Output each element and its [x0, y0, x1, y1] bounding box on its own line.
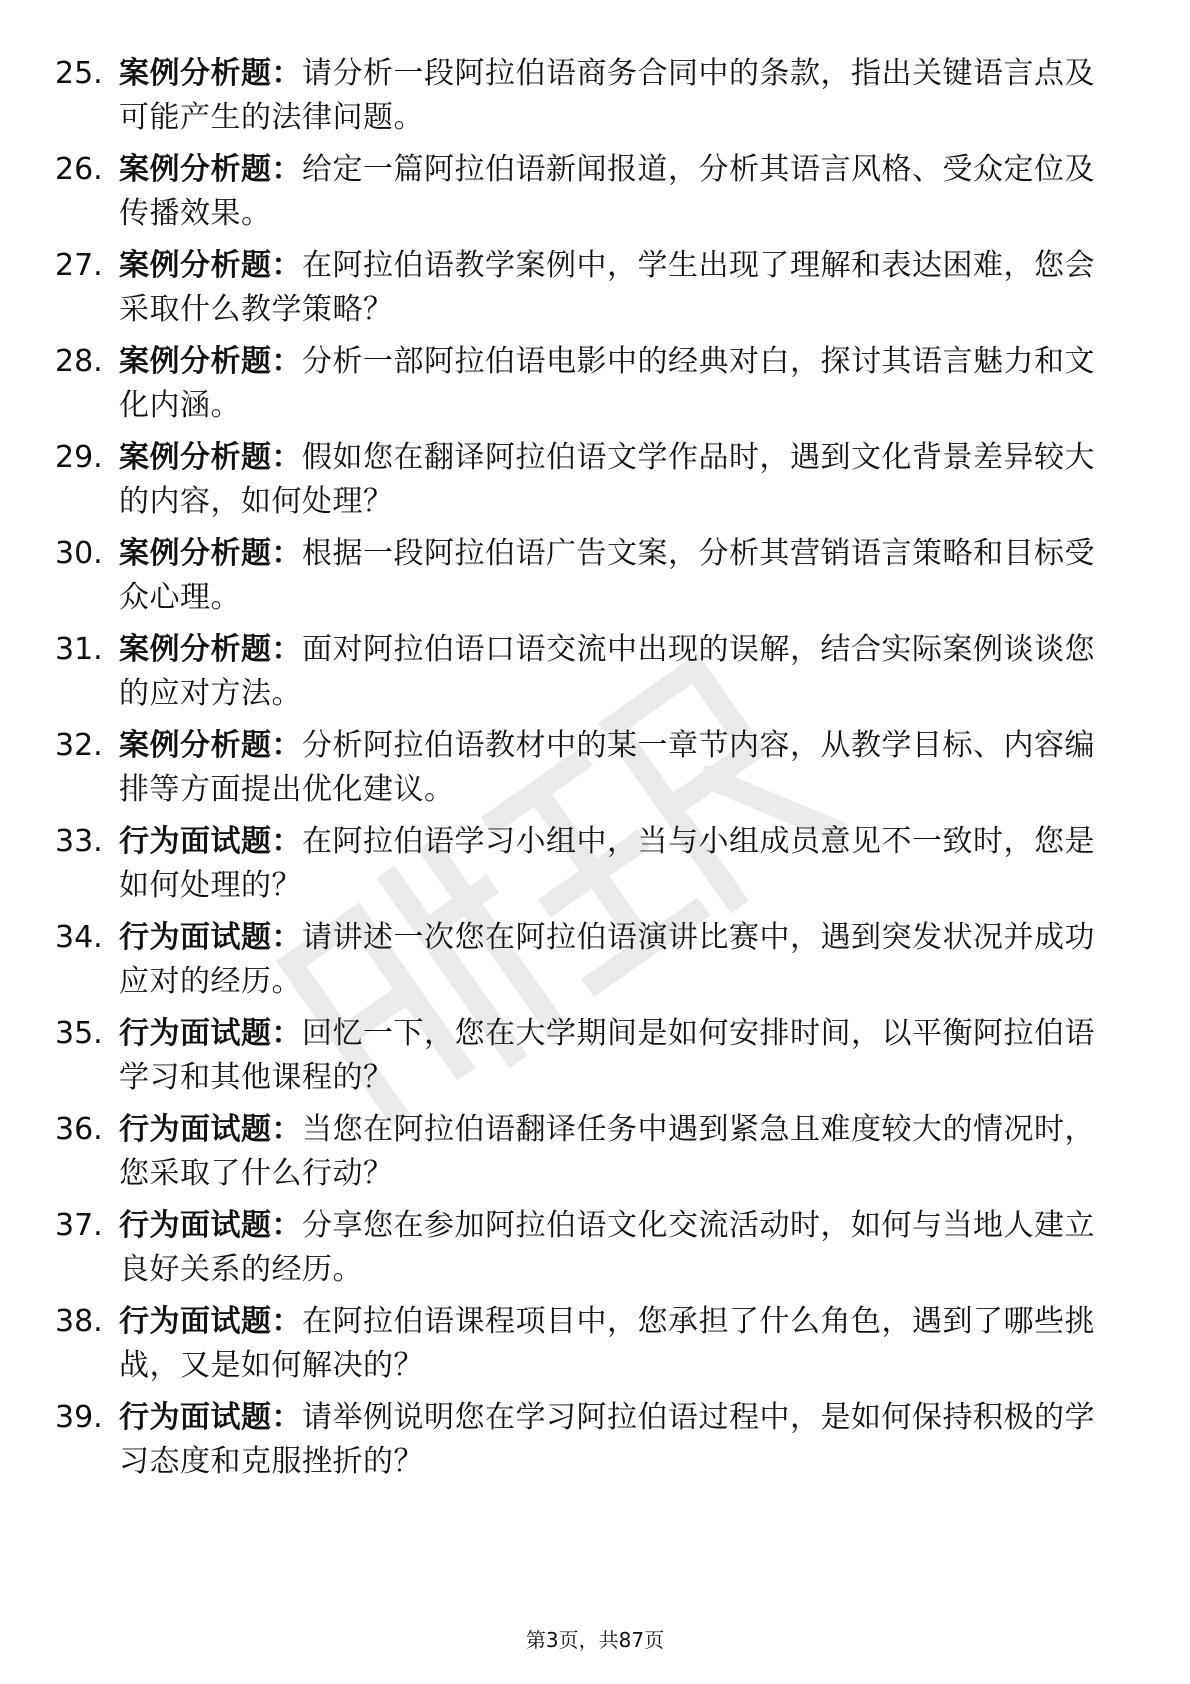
- question-body: 假如您在翻译阿拉伯语文学作品时，遇到文化背景差异较大的内容，如何处理？: [119, 440, 1095, 519]
- question-type: 案例分析题：: [119, 728, 302, 763]
- question-item: [55, 148, 1115, 244]
- question-type: 行为面试题：: [119, 1304, 302, 1339]
- question-type: 案例分析题：: [119, 632, 302, 667]
- question-text: [119, 724, 1119, 812]
- question-number: 27.: [55, 248, 103, 283]
- question-body: 分析一部阿拉伯语电影中的经典对白，探讨其语言魅力和文化内涵。: [119, 344, 1095, 423]
- question-number: 36.: [55, 1112, 103, 1147]
- question-item: [55, 1204, 1115, 1300]
- question-type: 行为面试题：: [119, 1400, 302, 1435]
- question-text: [119, 1300, 1119, 1388]
- question-number: 38.: [55, 1304, 103, 1339]
- question-body: 请讲述一次您在阿拉伯语演讲比赛中，遇到突发状况并成功应对的经历。: [119, 920, 1095, 999]
- question-item: [55, 820, 1115, 916]
- question-type: 案例分析题：: [119, 248, 302, 283]
- question-text: [119, 820, 1119, 908]
- question-list: [55, 52, 1115, 1492]
- question-item: [55, 1396, 1115, 1492]
- question-body: 分析阿拉伯语教材中的某一章节内容，从教学目标、内容编排等方面提出优化建议。: [119, 728, 1095, 807]
- question-item: [55, 1108, 1115, 1204]
- question-body: 给定一篇阿拉伯语新闻报道，分析其语言风格、受众定位及传播效果。: [119, 152, 1095, 231]
- question-text: [119, 52, 1119, 140]
- question-number: 32.: [55, 728, 103, 763]
- question-type: 行为面试题：: [119, 920, 302, 955]
- question-text: [119, 436, 1119, 524]
- question-type: 案例分析题：: [119, 152, 302, 187]
- question-body: 回忆一下，您在大学期间是如何安排时间，以平衡阿拉伯语学习和其他课程的？: [119, 1016, 1095, 1095]
- question-text: [119, 1012, 1119, 1100]
- question-number: 26.: [55, 152, 103, 187]
- question-body: 在阿拉伯语教学案例中，学生出现了理解和表达困难，您会采取什么教学策略？: [119, 248, 1095, 327]
- question-item: [55, 436, 1115, 532]
- question-type: 行为面试题：: [119, 824, 302, 859]
- question-item: [55, 1300, 1115, 1396]
- question-text: [119, 1396, 1119, 1484]
- question-type: 案例分析题：: [119, 56, 302, 91]
- question-type: 案例分析题：: [119, 440, 302, 475]
- question-number: 39.: [55, 1400, 103, 1435]
- question-type: 案例分析题：: [119, 344, 302, 379]
- question-body: 请分析一段阿拉伯语商务合同中的条款，指出关键语言点及可能产生的法律问题。: [119, 56, 1095, 135]
- question-type: 行为面试题：: [119, 1112, 302, 1147]
- question-number: 37.: [55, 1208, 103, 1243]
- question-item: [55, 532, 1115, 628]
- question-body: 在阿拉伯语课程项目中，您承担了什么角色，遇到了哪些挑战，又是如何解决的？: [119, 1304, 1095, 1383]
- question-number: 31.: [55, 632, 103, 667]
- question-text: [119, 628, 1119, 716]
- question-type: 行为面试题：: [119, 1016, 302, 1051]
- question-body: 请举例说明您在学习阿拉伯语过程中，是如何保持积极的学习态度和克服挫折的？: [119, 1400, 1095, 1479]
- question-type: 案例分析题：: [119, 536, 302, 571]
- question-text: [119, 532, 1119, 620]
- question-text: [119, 1204, 1119, 1292]
- question-item: [55, 724, 1115, 820]
- question-type: 行为面试题：: [119, 1208, 302, 1243]
- question-item: [55, 628, 1115, 724]
- question-body: 根据一段阿拉伯语广告文案，分析其营销语言策略和目标受众心理。: [119, 536, 1095, 615]
- question-number: 35.: [55, 1016, 103, 1051]
- question-number: 33.: [55, 824, 103, 859]
- question-number: 34.: [55, 920, 103, 955]
- question-body: 当您在阿拉伯语翻译任务中遇到紧急且难度较大的情况时，您采取了什么行动？: [119, 1112, 1095, 1191]
- question-item: [55, 52, 1115, 148]
- question-item: [55, 340, 1115, 436]
- question-body: 面对阿拉伯语口语交流中出现的误解，结合实际案例谈谈您的应对方法。: [119, 632, 1095, 711]
- question-number: 25.: [55, 56, 103, 91]
- question-number: 29.: [55, 440, 103, 475]
- question-text: [119, 916, 1119, 1004]
- question-number: 28.: [55, 344, 103, 379]
- question-item: [55, 916, 1115, 1012]
- question-body: 在阿拉伯语学习小组中，当与小组成员意见不一致时，您是如何处理的？: [119, 824, 1095, 903]
- question-number: 30.: [55, 536, 103, 571]
- question-text: [119, 244, 1119, 332]
- question-text: [119, 1108, 1119, 1196]
- question-body: 分享您在参加阿拉伯语文化交流活动时，如何与当地人建立良好关系的经历。: [119, 1208, 1095, 1287]
- question-text: [119, 340, 1119, 428]
- question-item: [55, 1012, 1115, 1108]
- page-indicator: 第3页，共87页: [525, 1628, 665, 1652]
- question-text: [119, 148, 1119, 236]
- question-item: [55, 244, 1115, 340]
